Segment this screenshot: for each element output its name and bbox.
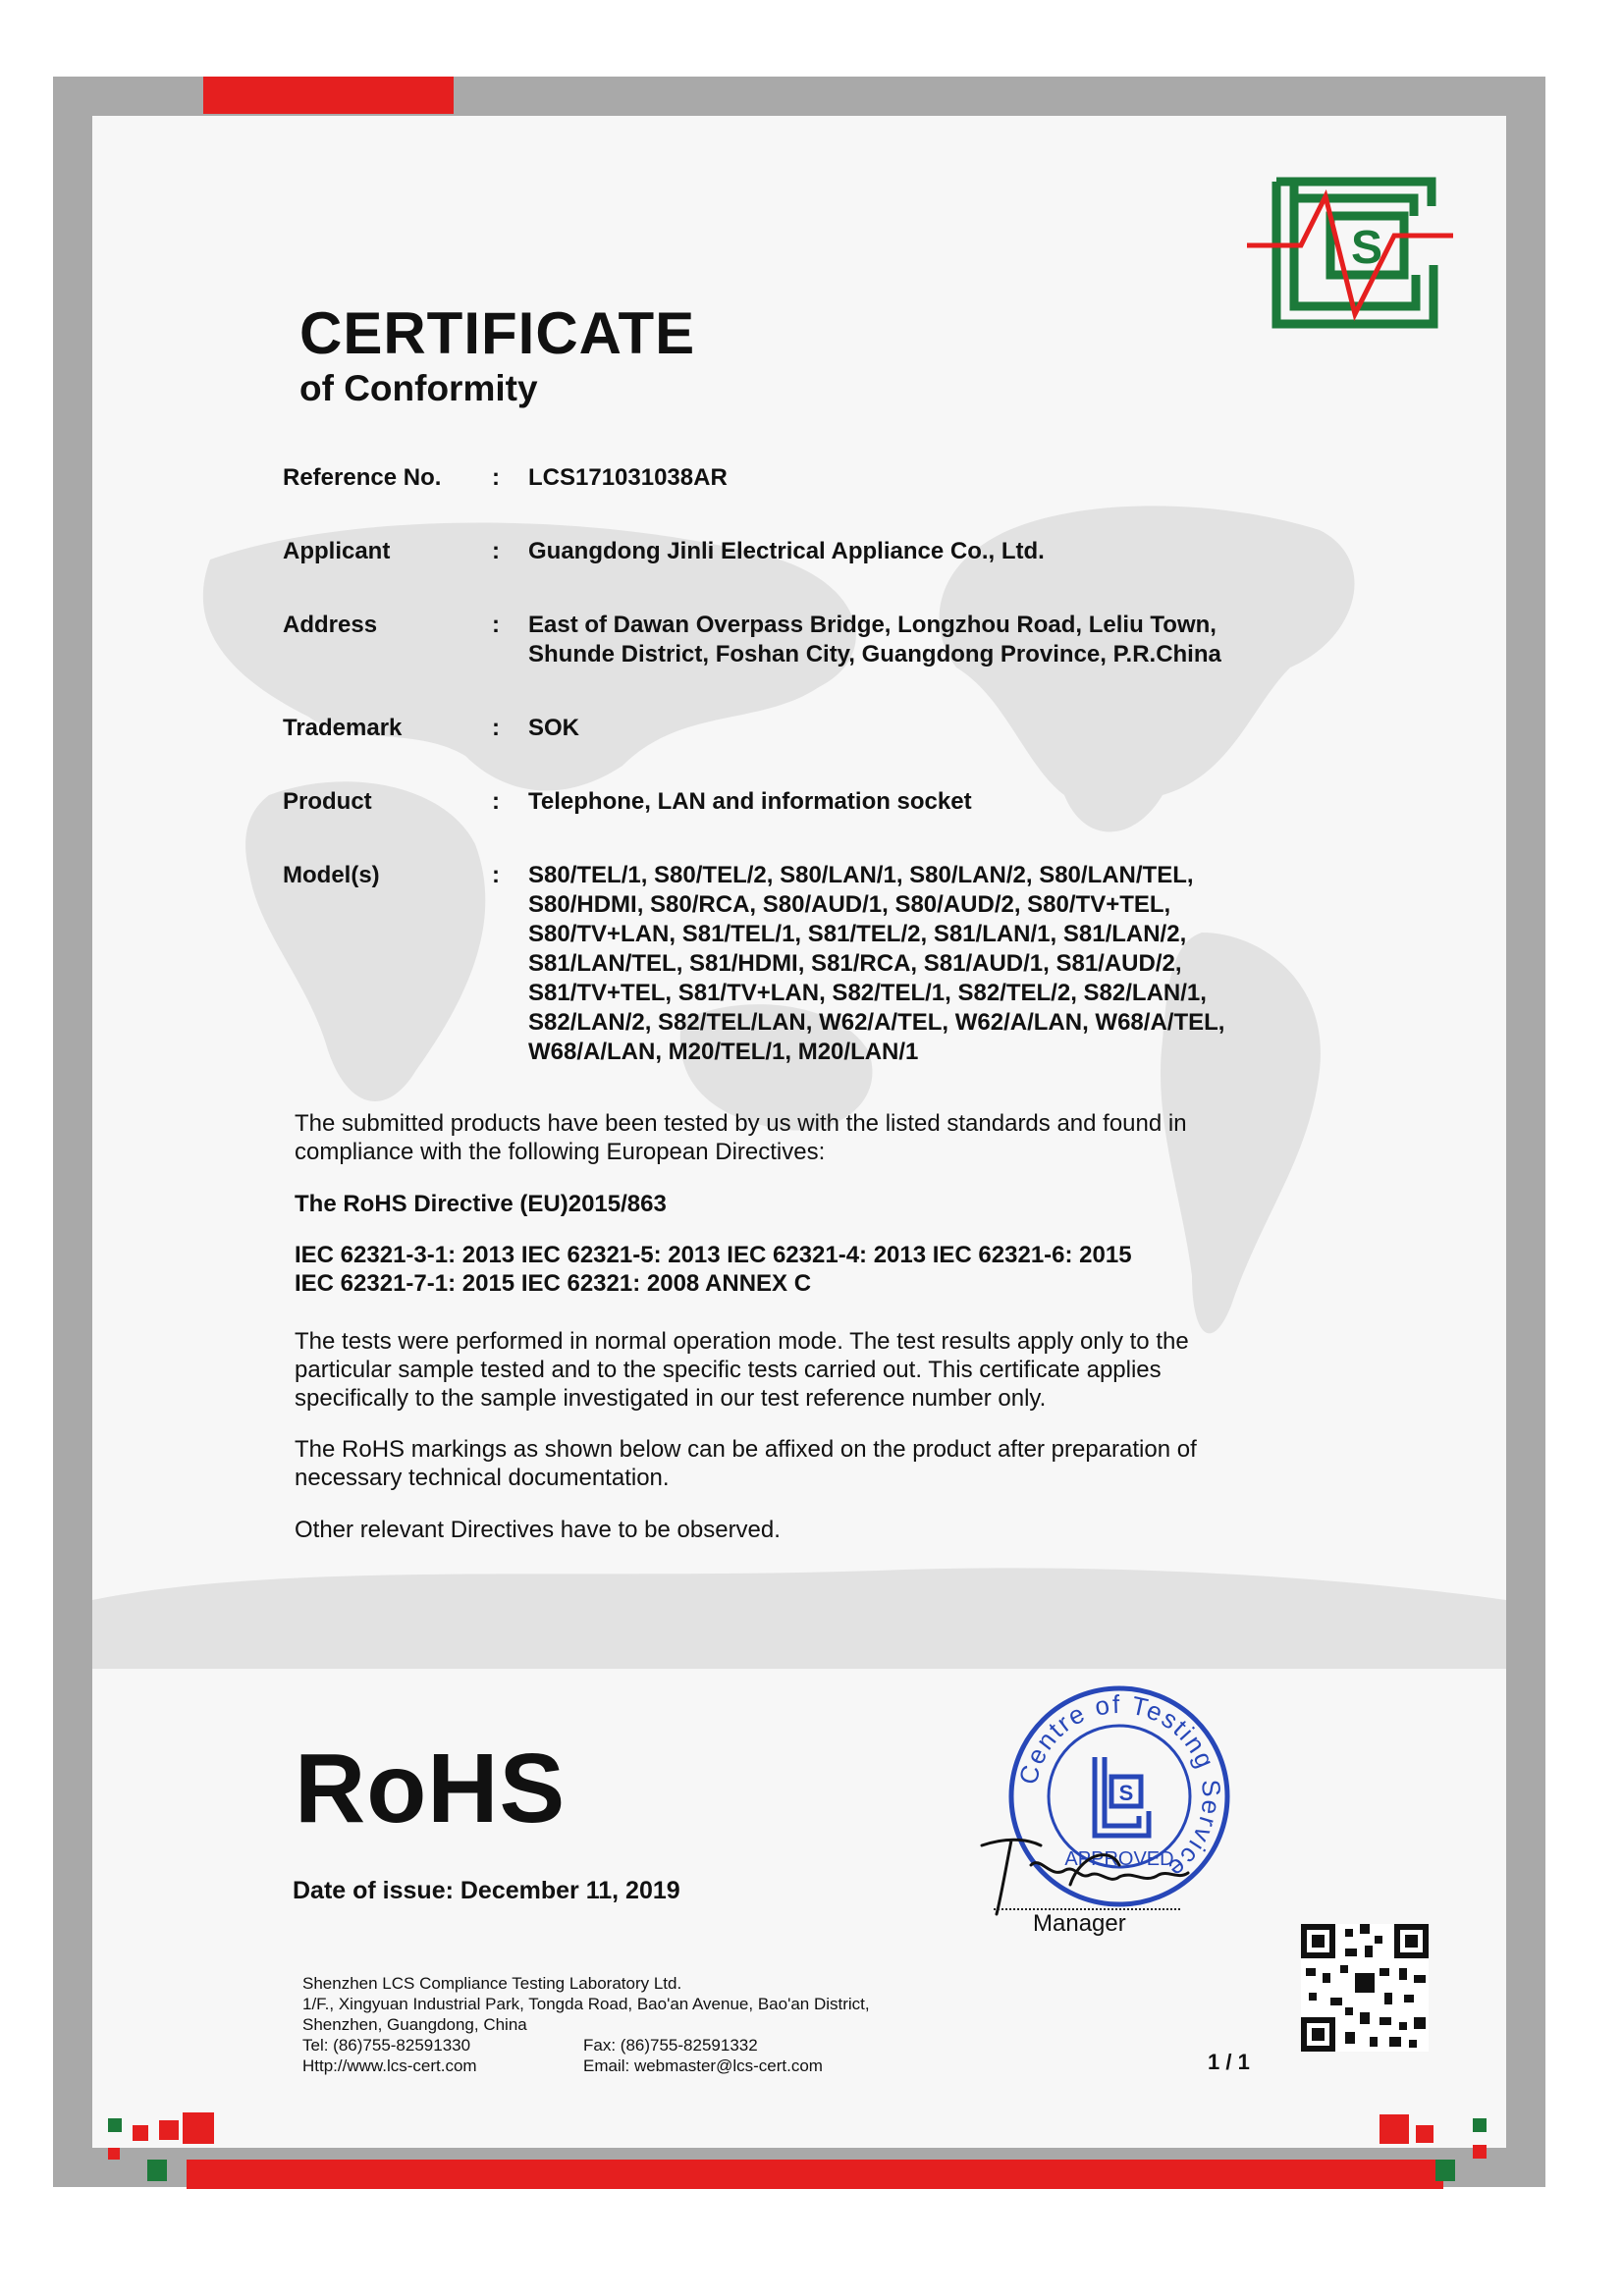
text-line: necessary technical documentation. [295,1465,670,1491]
bottom-red-bar [187,2160,1443,2189]
address-line: East of Dawan Overpass Bridge, Longzhou Road, Leliu Town, [528,612,1217,638]
colon: : [492,788,500,815]
standards-line: IEC 62321-3-1: 2013 IEC 62321-5: 2013 IEC 62321-4: 2013 IEC 62321-6: 2015 [295,1242,1132,1268]
colon: : [492,862,500,888]
certificate-title: CERTIFICATE [299,300,696,366]
text-line: The tests were performed in normal operation mode. The test results apply only to the [295,1328,1189,1355]
test-scope-statement [295,1327,1276,1413]
models-value [528,861,1333,1067]
lab-fax-email [583,2035,823,2076]
models-line: S80/HDMI, S80/RCA, S80/AUD/1, S80/AUD/2, S80/TV+TEL, [528,891,1171,918]
directive: The RoHS Directive (EU)2015/863 [295,1191,667,1217]
trademark-value: SOK [528,715,580,741]
standards-list [295,1241,1276,1298]
markings-statement [295,1435,1276,1492]
lab-name: Shenzhen LCS Compliance Testing Laboratory Ltd. [302,1974,682,1993]
address-value [528,611,1333,669]
rohs-mark: RoHS [295,1734,567,1843]
standards-line: IEC 62321-7-1: 2015 IEC 62321: 2008 ANNEX C [295,1270,812,1297]
models-label: Model(s) [283,862,380,888]
text-line: particular sample tested and to the specific tests carried out. This certificate applies [295,1357,1162,1383]
models-line: S81/LAN/TEL, S81/HDMI, S81/RCA, S81/AUD/1, S81/AUD/2, [528,950,1182,977]
address-line: Shunde District, Foshan City, Guangdong Province, P.R.China [528,641,1221,667]
models-line: W68/A/LAN, M20/TEL/1, M20/LAN/1 [528,1039,919,1065]
text-line: compliance with the following European Directives: [295,1139,826,1165]
certificate-subtitle: of Conformity [299,368,538,408]
lab-tel: Tel: (86)755-82591330 [302,2036,471,2055]
reference-value: LCS171031038AR [528,464,728,491]
colon: : [492,464,500,491]
stamp-approved-text: APPROVED [1064,1848,1174,1870]
text-line: The submitted products have been tested by us with the listed standards and found in [295,1110,1187,1137]
models-line: S82/LAN/2, S82/TEL/LAN, W62/A/TEL, W62/A/LAN, W68/A/TEL, [528,1009,1225,1036]
text-line: specifically to the sample investigated in our test reference number only. [295,1385,1047,1412]
lab-address-line: 1/F., Xingyuan Industrial Park, Tongda Road, Bao'an Avenue, Bao'an District, [302,1995,870,2013]
date-of-issue: Date of issue: December 11, 2019 [293,1877,680,1904]
manager-label: Manager [1033,1910,1126,1937]
address-label: Address [283,612,378,638]
text-line: The RoHS markings as shown below can be affixed on the product after preparation of [295,1436,1197,1463]
colon: : [492,612,500,638]
product-value: Telephone, LAN and information socket [528,788,972,815]
page-number: 1 / 1 [1208,2050,1250,2074]
tested-statement [295,1109,1276,1166]
trademark-label: Trademark [283,715,403,741]
svg-text:S: S [1350,222,1383,274]
top-red-bar [203,77,454,114]
product-label: Product [283,788,372,815]
applicant-label: Applicant [283,538,391,564]
reference-label: Reference No. [283,464,442,491]
models-line: S81/TV+TEL, S81/TV+LAN, S82/TEL/1, S82/TEL/2, S82/LAN/1, [528,980,1207,1006]
svg-text:S: S [1118,1781,1134,1805]
colon: : [492,715,500,741]
models-line: S80/TEL/1, S80/TEL/2, S80/LAN/1, S80/LAN/2, S80/LAN/TEL, [528,862,1194,888]
manager-signature [972,1826,1198,1919]
models-line: S80/TV+LAN, S81/TEL/1, S81/TEL/2, S81/LAN/1, S81/LAN/2, [528,921,1187,947]
lab-fax: Fax: (86)755-82591332 [583,2036,758,2055]
lab-email: Email: webmaster@lcs-cert.com [583,2056,823,2075]
colon: : [492,538,500,564]
stamp-ring-text: Centre of Testing Service [1012,1688,1227,1886]
lab-address-line: Shenzhen, Guangdong, China [302,2015,527,2034]
applicant-value: Guangdong Jinli Electrical Appliance Co., Ltd. [528,538,1045,564]
lab-website: Http://www.lcs-cert.com [302,2056,477,2075]
qr-code [1301,1924,1429,2052]
lcs-logo [1247,177,1453,334]
other-directives-statement: Other relevant Directives have to be observed. [295,1517,781,1543]
